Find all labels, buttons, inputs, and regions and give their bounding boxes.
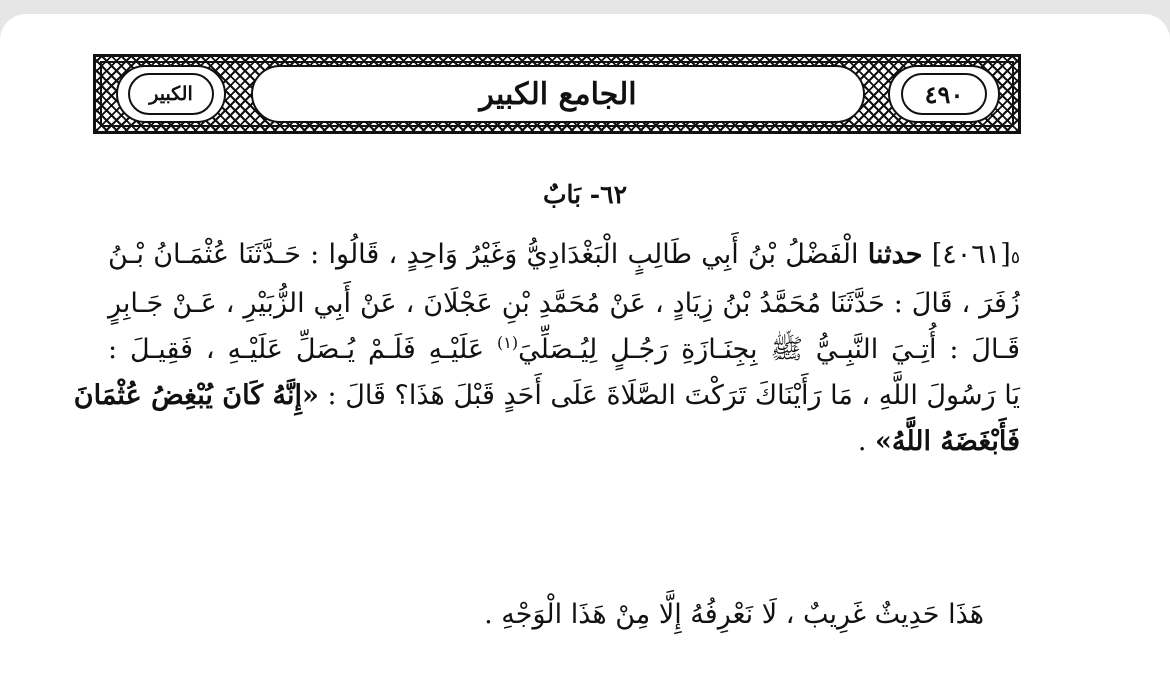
book-title: الجامع الكبير bbox=[479, 76, 637, 112]
hadith-text bbox=[73, 232, 1020, 465]
footnote-marker: (١) bbox=[497, 333, 519, 352]
logo-frame bbox=[128, 73, 214, 115]
hadith-line-4 bbox=[73, 373, 1020, 419]
haddathana-word: حدثنا bbox=[867, 239, 923, 270]
page-number-frame bbox=[901, 73, 987, 115]
book-logo: الكبير bbox=[149, 83, 193, 105]
logo-cartouche bbox=[116, 65, 226, 123]
hadith-number: [٤٠٦١] bbox=[931, 239, 1011, 270]
hadith-line-4-part-a: يَا رَسُولَ اللَّهِ ، مَا رَأَيْنَاكَ تَرَكْتَ الصَّلَاةَ عَلَى أَحَدٍ قَبْلَ هَذَا؟ قَالَ : bbox=[327, 380, 1020, 411]
ornamental-header bbox=[93, 54, 1021, 134]
prophet-statement-end: فَأَبْغَضَهُ اللَّهُ» bbox=[875, 426, 1020, 457]
title-cartouche bbox=[251, 65, 865, 123]
hadith-line-2: زُفَرَ ، قَالَ : حَدَّثَنَا مُحَمَّدُ بْنُ زِيَادٍ ، عَنْ مُحَمَّدِ بْنِ عَجْلَانَ ، عَنْ أَبِي الزُّبَيْرِ ، عَـنْ جَـابِرٍ bbox=[108, 288, 1020, 319]
prophet-statement: «إِنَّهُ كَانَ يُبْغِضُ عُثْمَانَ bbox=[73, 380, 319, 411]
hadith-line-1-text: الْفَضْلُ بْنُ أَبِي طَالِبٍ الْبَغْدَادِيُّ وَغَيْرُ وَاحِدٍ ، قَالُوا : حَـدَّثَنَا عُثْمَـانُ بْـنُ bbox=[108, 239, 859, 270]
hadith-line-5-end: . bbox=[857, 426, 876, 457]
chapter-heading: ٦٢- بَابٌ bbox=[542, 180, 628, 209]
hadith-line-5 bbox=[108, 419, 1020, 465]
book-page bbox=[0, 14, 1170, 674]
hadith-marker: ٥ bbox=[1010, 248, 1020, 268]
hadith-line-3-part-b: عَلَيْـهِ فَلَـمْ يُـصَلِّ عَلَيْـهِ ، فَقِيـلَ : bbox=[108, 334, 485, 365]
hadith-line-3-part-a: قَـالَ : أُتِـيَ النَّبِـيُّ ﷺ بِجِنَـازَةِ رَجُـلٍ لِيُـصَلِّيَ bbox=[518, 334, 1020, 365]
hadith-line-3 bbox=[108, 327, 1020, 373]
hadith-line-1 bbox=[108, 232, 1020, 281]
page-number-cartouche bbox=[888, 65, 1000, 123]
grading-comment: هَذَا حَدِيثٌ غَرِيبٌ ، لَا نَعْرِفُهُ إِلَّا مِنْ هَذَا الْوَجْهِ . bbox=[484, 599, 984, 630]
page-number: ٤٩٠ bbox=[924, 79, 964, 109]
